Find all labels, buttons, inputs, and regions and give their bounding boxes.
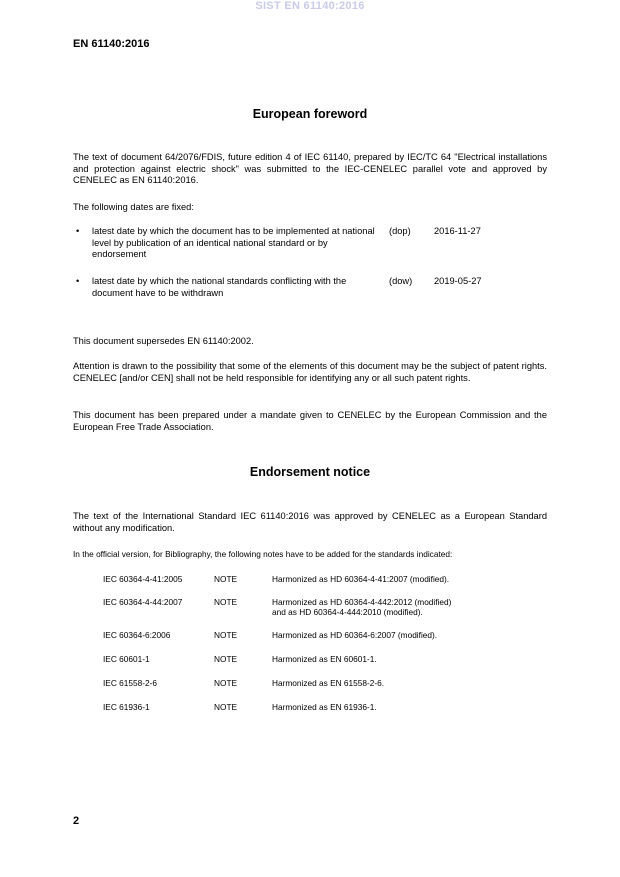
date-item-code: (dow): [389, 276, 413, 286]
date-item-date: 2016-11-27: [434, 226, 481, 236]
date-item-text: latest date by which the document has to be implemented at national level by publication of an identical national standard or by endorsement: [92, 226, 375, 260]
note-text: and as HD 60364-4-444:2010 (modified).: [272, 607, 423, 617]
foreword-intro: The text of document 64/2076/FDIS, future edition 4 of IEC 61140, prepared by IEC/TC 64 "Electrical installations and protection against electric shock" was submitted to the IEC-CENELEC parallel vote and approved by CENELEC as EN 61140:2016.: [73, 152, 547, 186]
note-text: Harmonized as HD 60364-4-41:2007 (modified).: [272, 574, 450, 584]
watermark: SIST EN 61140:2016: [255, 0, 365, 12]
note-label: NOTE: [214, 678, 238, 688]
note-standard: IEC 60364-4-41:2005: [103, 574, 183, 584]
foreword-title: European foreword: [252, 107, 368, 121]
note-text: Harmonized as EN 60601-1.: [272, 654, 377, 664]
note-label: NOTE: [214, 574, 238, 584]
page-number: 2: [73, 815, 80, 827]
note-text: Harmonized as EN 61558-2-6.: [272, 678, 385, 688]
patent-text: Attention is drawn to the possibility that some of the elements of this document may be the subject of patent rights. CENELEC [and/or CEN] shall not be held responsible for identifying any or all such patent rights.: [73, 361, 547, 383]
date-item-text: latest date by which the national standards conflicting with the document have to be withdrawn: [92, 276, 347, 298]
note-label: NOTE: [214, 630, 238, 640]
note-standard: IEC 60364-4-44:2007: [103, 597, 183, 607]
note-text: Harmonized as HD 60364-6:2007 (modified).: [272, 630, 438, 640]
note-standard: IEC 61558-2-6: [103, 678, 157, 688]
endorsement-title: Endorsement notice: [249, 465, 371, 479]
note-standard: IEC 61936-1: [103, 702, 150, 712]
note-label: NOTE: [214, 654, 238, 664]
note-text: Harmonized as HD 60364-4-442:2012 (modified): [272, 597, 452, 607]
bullet-icon: •: [76, 276, 80, 286]
note-standard: IEC 60601-1: [103, 654, 150, 664]
bullet-icon: •: [76, 226, 80, 236]
dates-intro: The following dates are fixed:: [73, 202, 194, 212]
notes-intro: In the official version, for Bibliography, the following notes have to be added for the standards indicated:: [73, 549, 453, 559]
mandate-text: This document has been prepared under a mandate given to CENELEC by the European Commission and the European Free Trade Association.: [73, 410, 547, 432]
endorsement-text: The text of the International Standard IEC 61140:2016 was approved by CENELEC as a European Standard without any modification.: [73, 511, 547, 533]
date-item-code: (dop): [389, 226, 411, 236]
date-item-date: 2019-05-27: [434, 276, 482, 286]
supersedes-text: This document supersedes EN 61140:2002.: [73, 336, 254, 346]
note-label: NOTE: [214, 702, 238, 712]
note-label: NOTE: [214, 597, 238, 607]
note-standard: IEC 60364-6:2006: [103, 630, 171, 640]
document-id-header: EN 61140:2016: [73, 38, 150, 50]
note-text: Harmonized as EN 61936-1.: [272, 702, 377, 712]
